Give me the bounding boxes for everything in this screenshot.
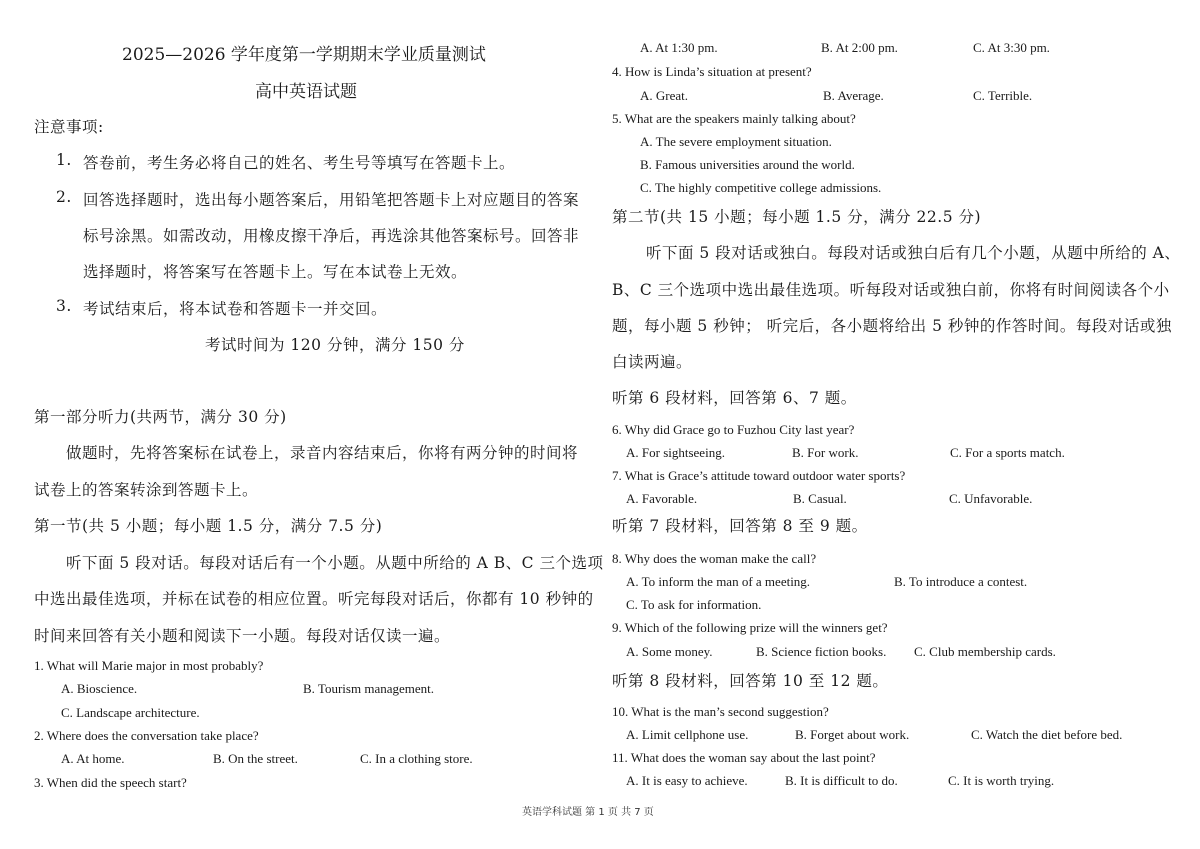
q8-option-b: B. To introduce a contest. [894,574,1028,589]
q1-option-c: C. Landscape architecture. [61,705,200,720]
section2-intro-line-1: 听下面 5 段对话或独白。每段对话或独白后有几个小题，从题中所给的 A、 [646,244,1181,262]
question-3: 3. When did the speech start? [34,775,187,790]
q6-option-a: A. For sightseeing. [626,445,725,460]
q3-option-b: B. At 2:00 pm. [821,40,898,55]
question-2: 2. Where does the conversation take place? [34,728,259,743]
q6-option-b: B. For work. [792,445,859,460]
q7-option-c: C. Unfavorable. [949,491,1033,506]
question-4: 4. How is Linda’s situation at present? [612,64,812,79]
question-6: 6. Why did Grace go to Fuzhou City last year? [612,422,855,437]
section2-heading: 第二节(共 15 小题；每小题 1.5 分，满分 22.5 分) [612,208,982,226]
q2-option-c: C. In a clothing store. [360,751,473,766]
notice-num-1: 1. [56,151,72,169]
question-11: 11. What does the woman say about the last point? [612,750,876,765]
part1-heading: 第一部分听力(共两节，满分 30 分) [34,408,287,426]
q5-option-b: B. Famous universities around the world. [640,157,855,172]
notice-item-2-line-1: 回答选择题时，选出每小题答案后，用铅笔把答题卡上对应题目的答案 [83,191,580,209]
q4-option-c: C. Terrible. [973,88,1033,103]
material-7-heading: 听第 7 段材料，回答第 8 至 9 题。 [612,517,868,535]
notice-item-1: 答卷前，考生务必将自己的姓名、考生号等填写在答题卡上。 [83,154,516,172]
q8-option-a: A. To inform the man of a meeting. [626,574,811,589]
q3-option-a: A. At 1:30 pm. [640,40,718,55]
notice-num-2: 2. [56,188,72,206]
q2-option-a: A. At home. [61,751,125,766]
q7-option-b: B. Casual. [793,491,847,506]
q9-option-c: C. Club membership cards. [914,644,1056,659]
section1-heading: 第一节(共 5 小题；每小题 1.5 分，满分 7.5 分) [34,517,383,535]
q4-option-a: A. Great. [640,88,689,103]
subject-title: 高中英语试题 [255,82,357,102]
question-9: 9. Which of the following prize will the winners get? [612,620,888,635]
section1-intro-line-2: 中选出最佳选项，并标在试卷的相应位置。听完每段对话后，你都有 10 秒钟的 [34,590,594,608]
section2-intro-line-2: B、C 三个选项中选出最佳选项。听每段对话或独白前，你将有时间阅读各个小 [612,281,1170,299]
q1-option-b: B. Tourism management. [303,681,434,696]
notice-num-3: 3. [56,297,72,315]
q4-option-b: B. Average. [823,88,884,103]
question-1: 1. What will Marie major in most probably? [34,658,264,673]
question-10: 10. What is the man’s second suggestion? [612,704,829,719]
q2-option-b: B. On the street. [213,751,298,766]
q9-option-a: A. Some money. [626,644,713,659]
part1-intro-line-1: 做题时，先将答案标在试卷上，录音内容结束后，你将有两分钟的时间将 [66,444,579,462]
q6-option-c: C. For a sports match. [950,445,1065,460]
section2-intro-line-3: 题，每小题 5 秒钟； 听完后，各小题将给出 5 秒钟的作答时间。每段对话或独 [612,317,1172,335]
q7-option-a: A. Favorable. [626,491,698,506]
q9-option-b: B. Science fiction books. [756,644,887,659]
notice-item-2-line-2: 标号涂黑。如需改动，用橡皮擦干净后，再选涂其他答案标号。回答非 [83,227,580,245]
q5-option-a: A. The severe employment situation. [640,134,832,149]
q3-option-c: C. At 3:30 pm. [973,40,1050,55]
section1-intro-line-3: 时间来回答有关小题和阅读下一小题。每段对话仅读一遍。 [34,627,451,645]
material-8-heading: 听第 8 段材料，回答第 10 至 12 题。 [612,672,889,690]
page-footer: 英语学科试题 第 1 页 共 7 页 [522,807,654,818]
material-6-heading: 听第 6 段材料，回答第 6、7 题。 [612,389,857,407]
notice-heading: 注意事项: [34,118,104,136]
q8-option-c: C. To ask for information. [626,597,762,612]
q10-option-b: B. Forget about work. [795,727,910,742]
question-8: 8. Why does the woman make the call? [612,551,817,566]
section1-intro-line-1: 听下面 5 段对话。每段对话后有一个小题。从题中所给的 A B、C 三个选项 [66,554,604,572]
notice-item-2-line-3: 选择题时，将答案写在答题卡上。写在本试卷上无效。 [83,263,468,281]
q11-option-c: C. It is worth trying. [948,773,1055,788]
exam-time-info: 考试时间为 120 分钟，满分 150 分 [205,336,465,354]
q10-option-c: C. Watch the diet before bed. [971,727,1123,742]
q11-option-b: B. It is difficult to do. [785,773,898,788]
part1-intro-line-2: 试卷上的答案转涂到答题卡上。 [34,481,259,499]
notice-item-3: 考试结束后，将本试卷和答题卡一并交回。 [83,300,388,318]
q1-option-a: A. Bioscience. [61,681,138,696]
q5-option-c: C. The highly competitive college admissions. [640,180,882,195]
exam-title: 2025—2026 学年度第一学期期末学业质量测试 [122,45,486,65]
q11-option-a: A. It is easy to achieve. [626,773,748,788]
section2-intro-line-4: 白读两遍。 [612,353,693,371]
question-5: 5. What are the speakers mainly talking about? [612,111,856,126]
question-7: 7. What is Grace’s attitude toward outdoor water sports? [612,468,906,483]
q10-option-a: A. Limit cellphone use. [626,727,749,742]
